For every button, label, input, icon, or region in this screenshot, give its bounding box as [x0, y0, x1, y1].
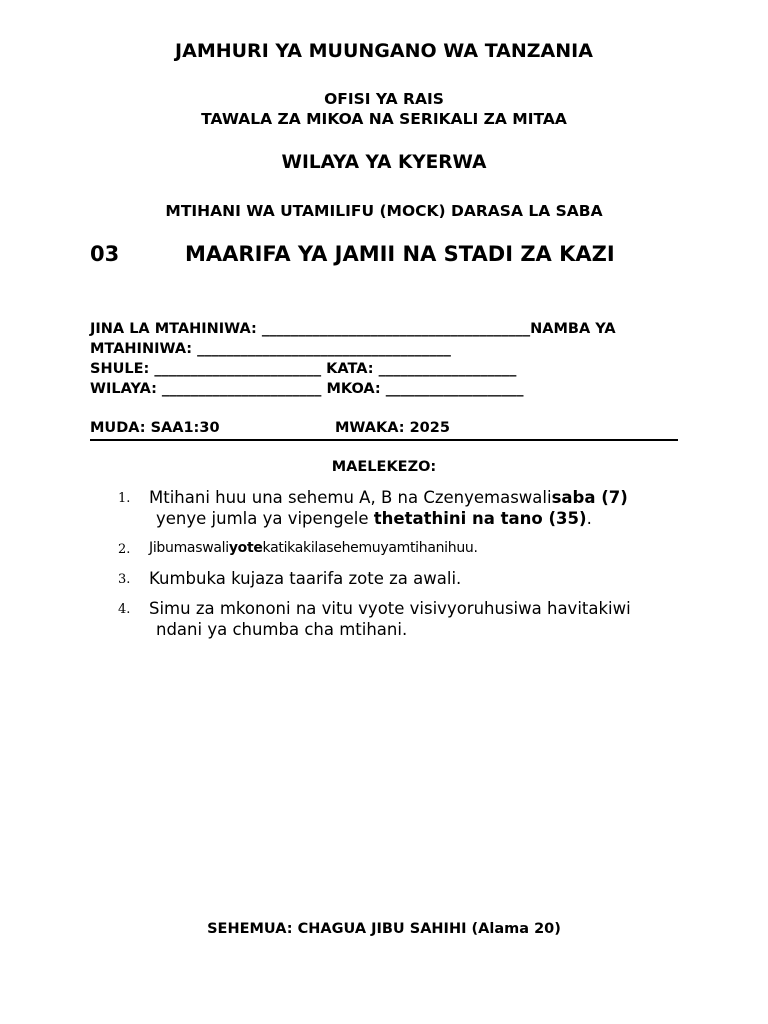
school-ward-field[interactable]: SHULE: _______________________ KATA: ___________________ — [90, 361, 517, 377]
instruction-text-part: Jibumaswali — [149, 540, 229, 556]
instructions-heading: MAELEKEZO: — [331, 459, 437, 475]
instruction-text-part: . — [586, 509, 592, 528]
office-heading: OFISI YA RAIS — [324, 90, 444, 108]
district-region-field[interactable]: WILAYA: ______________________ MKOA: ___________________ — [90, 381, 524, 397]
header-divider — [90, 439, 678, 441]
instruction-number: 3. — [118, 572, 131, 587]
instruction-text-part: yenye jumla ya vipengele — [156, 509, 374, 528]
duration-label: MUDA: SAA1:30 — [90, 420, 220, 436]
instruction-number: 4. — [118, 602, 131, 617]
office-subheading: TAWALA ZA MIKOA NA SERIKALI ZA MITAA — [201, 110, 567, 128]
candidate-name-field[interactable]: JINA LA MTAHINIWA: _____________________________________NAMBA YA — [90, 321, 616, 337]
instruction-emphasis: yote — [228, 540, 263, 556]
instruction-continuation — [149, 508, 689, 529]
instruction-text-part: katikakilasehemuyamtihanihuu. — [262, 540, 478, 556]
instruction-text-part: Simu za mkononi na vitu vyote visivyoruhusiwa havitakiwi — [149, 599, 631, 618]
exam-title: MTIHANI WA UTAMILIFU (MOCK) DARASA LA SABA — [165, 202, 603, 220]
subject-code: 03 — [90, 242, 120, 266]
country-heading: JAMHURI YA MUUNGANO WA TANZANIA — [175, 40, 593, 62]
subject-title: MAARIFA YA JAMII NA STADI ZA KAZI — [185, 242, 615, 266]
year-label: MWAKA: 2025 — [335, 420, 450, 436]
instruction-text — [149, 487, 689, 529]
instruction-text — [149, 538, 689, 559]
instruction-emphasis: thetathini na tano (35) — [373, 509, 587, 528]
instruction-continuation: ndani ya chumba cha mtihani. — [156, 620, 408, 639]
instruction-text-part: Mtihani huu una sehemu A, B na Czenyemaswali — [149, 488, 552, 507]
candidate-number-field[interactable]: MTAHINIWA: ___________________________________ — [90, 341, 451, 357]
instruction-text: Kumbuka kujaza taarifa zote za awali. — [149, 569, 462, 588]
instruction-text — [149, 598, 689, 640]
section-heading: SEHEMUA: CHAGUA JIBU SAHIHI (Alama 20) — [207, 921, 561, 937]
instruction-emphasis: saba (7) — [551, 488, 628, 507]
instruction-number: 2. — [118, 542, 131, 557]
instruction-number: 1. — [118, 491, 131, 506]
district-heading: WILAYA YA KYERWA — [281, 152, 487, 173]
